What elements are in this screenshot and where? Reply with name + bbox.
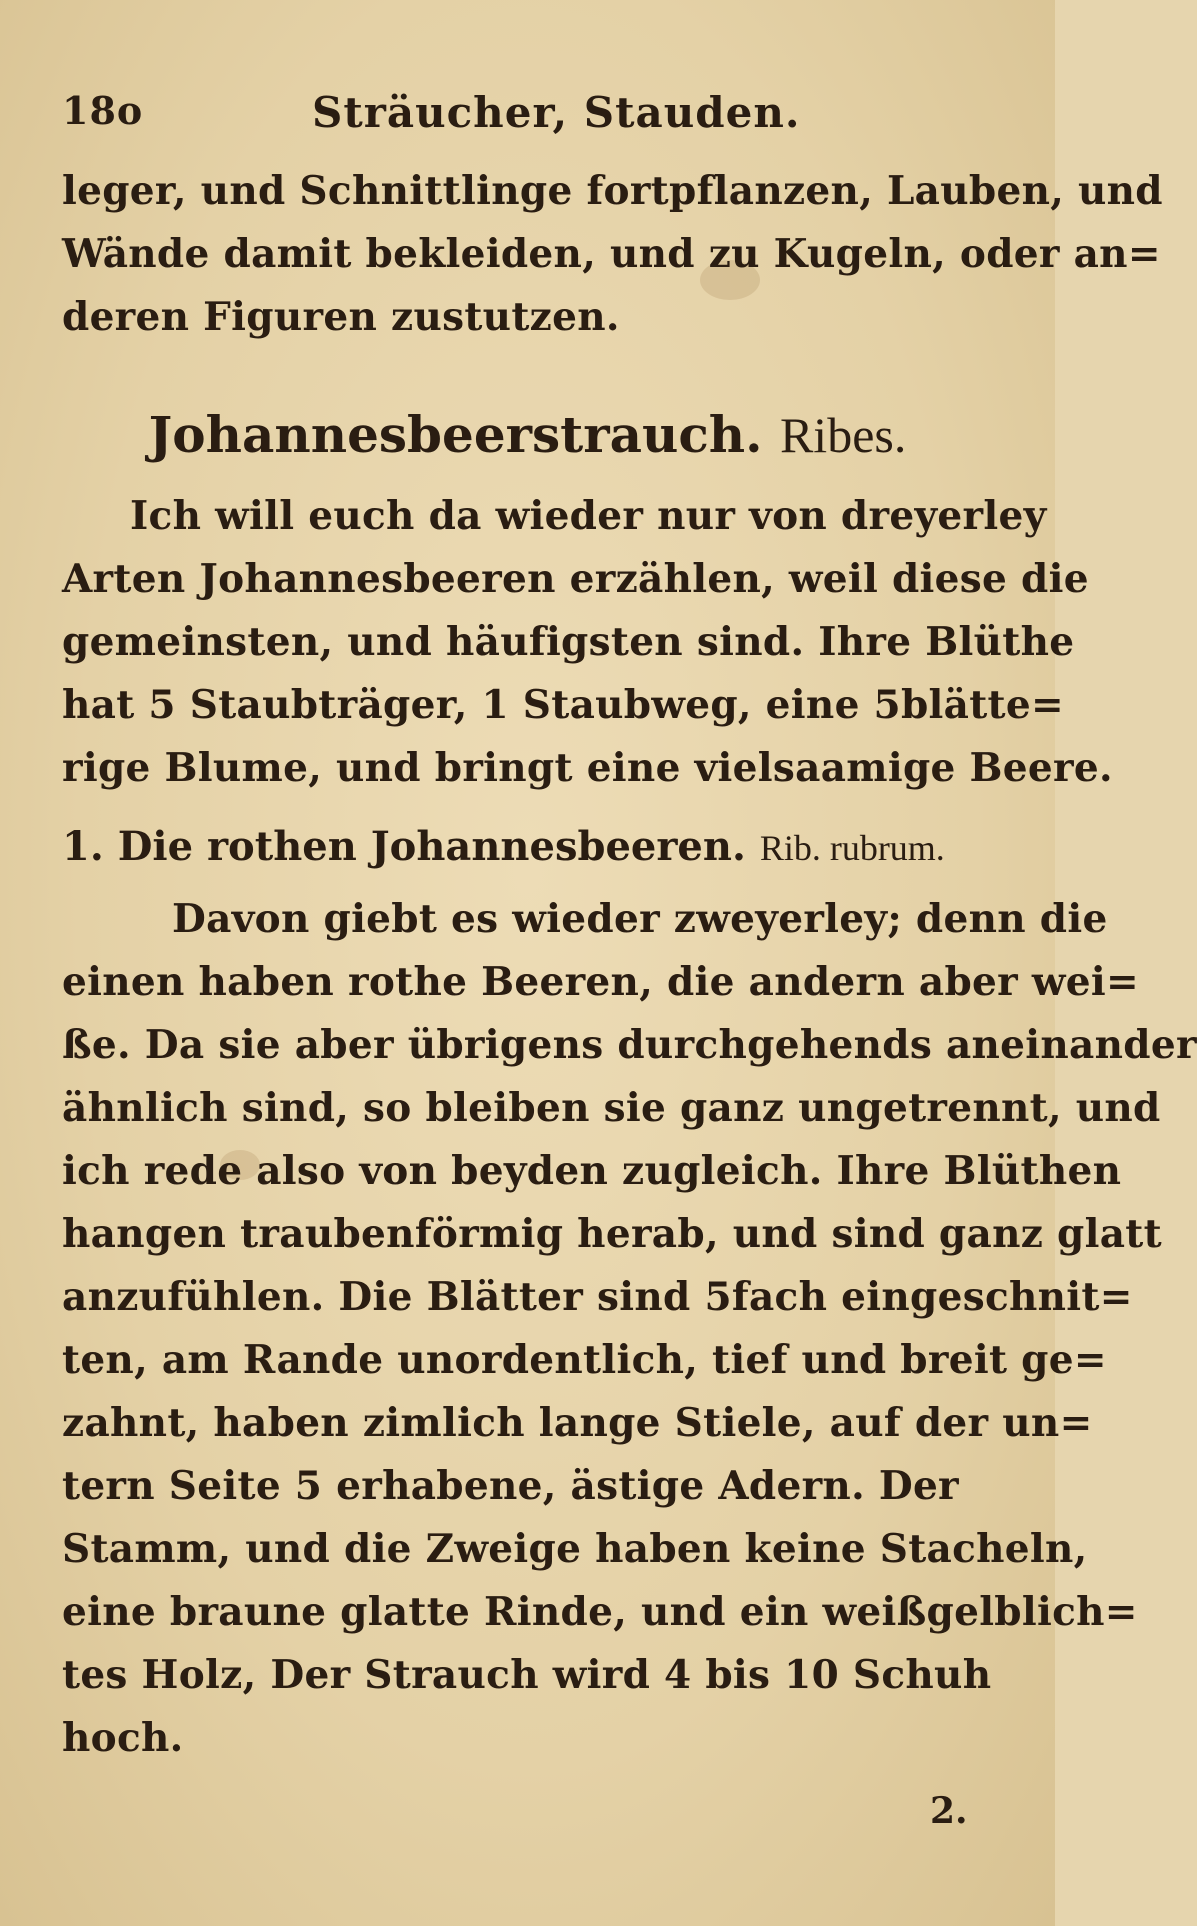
text-line: ße. Da sie aber übrigens durchgehends aneinander <box>62 1022 1197 1068</box>
text-line: anzufühlen. Die Blätter sind 5fach eingeschnit= <box>62 1274 1133 1320</box>
text-line: zahnt, haben zimlich lange Stiele, auf der un= <box>62 1400 1093 1446</box>
species-heading-german: Johannesbeerstrauch. <box>148 405 763 464</box>
text-line: ten, am Rande unordentlich, tief und breit ge= <box>62 1337 1107 1383</box>
running-head: Sträucher, Stauden. <box>312 88 801 137</box>
text-line: Stamm, und die Zweige haben keine Stacheln, <box>62 1526 1088 1572</box>
text-line: hat 5 Staubträger, 1 Staubweg, eine 5blätte= <box>62 682 1064 728</box>
page-number: 18o <box>62 88 144 133</box>
text-line: Wände damit bekleiden, und zu Kugeln, oder an= <box>62 231 1161 277</box>
text-line: rige Blume, und bringt eine vielsaamige Beere. <box>62 745 1113 791</box>
species-heading-latin: Ribes. <box>779 407 907 463</box>
catchword: 2. <box>930 1790 968 1832</box>
variety-heading-latin: Rib. rubrum. <box>759 828 945 868</box>
variety-heading <box>62 815 1022 880</box>
text-line: Ich will euch da wieder nur von dreyerley <box>130 493 1047 539</box>
text-line: leger, und Schnittlinge fortpflanzen, Lauben, und <box>62 168 1163 214</box>
text-line: gemeinsten, und häufigsten sind. Ihre Blüthe <box>62 619 1075 665</box>
text-line: tes Holz, Der Strauch wird 4 bis 10 Schuh <box>62 1652 992 1698</box>
paragraph-2 <box>62 485 1113 800</box>
text-line: tern Seite 5 erhabene, ästige Adern. Der <box>62 1463 959 1509</box>
species-heading <box>0 400 1055 470</box>
text-line: Davon giebt es wieder zweyerley; denn die <box>172 896 1108 942</box>
text-line: hangen traubenförmig herab, und sind ganz glatt <box>62 1211 1162 1257</box>
text-line: deren Figuren zustutzen. <box>62 294 620 340</box>
text-line: ähnlich sind, so bleiben sie ganz ungetrennt, und <box>62 1085 1161 1131</box>
text-line: ich rede also von beyden zugleich. Ihre Blüthen <box>62 1148 1122 1194</box>
variety-number: 1. <box>62 823 104 870</box>
text-line: eine braune glatte Rinde, und ein weißgelblich= <box>62 1589 1138 1635</box>
paragraph-3 <box>62 888 1197 1770</box>
variety-heading-german: Die rothen Johannesbeeren. <box>117 823 746 870</box>
text-line: Arten Johannesbeeren erzählen, weil diese die <box>62 556 1089 602</box>
text-line: einen haben rothe Beeren, die andern aber wei= <box>62 959 1139 1005</box>
paragraph-1 <box>62 160 1163 349</box>
page-header <box>62 88 992 138</box>
text-line: hoch. <box>62 1715 184 1761</box>
